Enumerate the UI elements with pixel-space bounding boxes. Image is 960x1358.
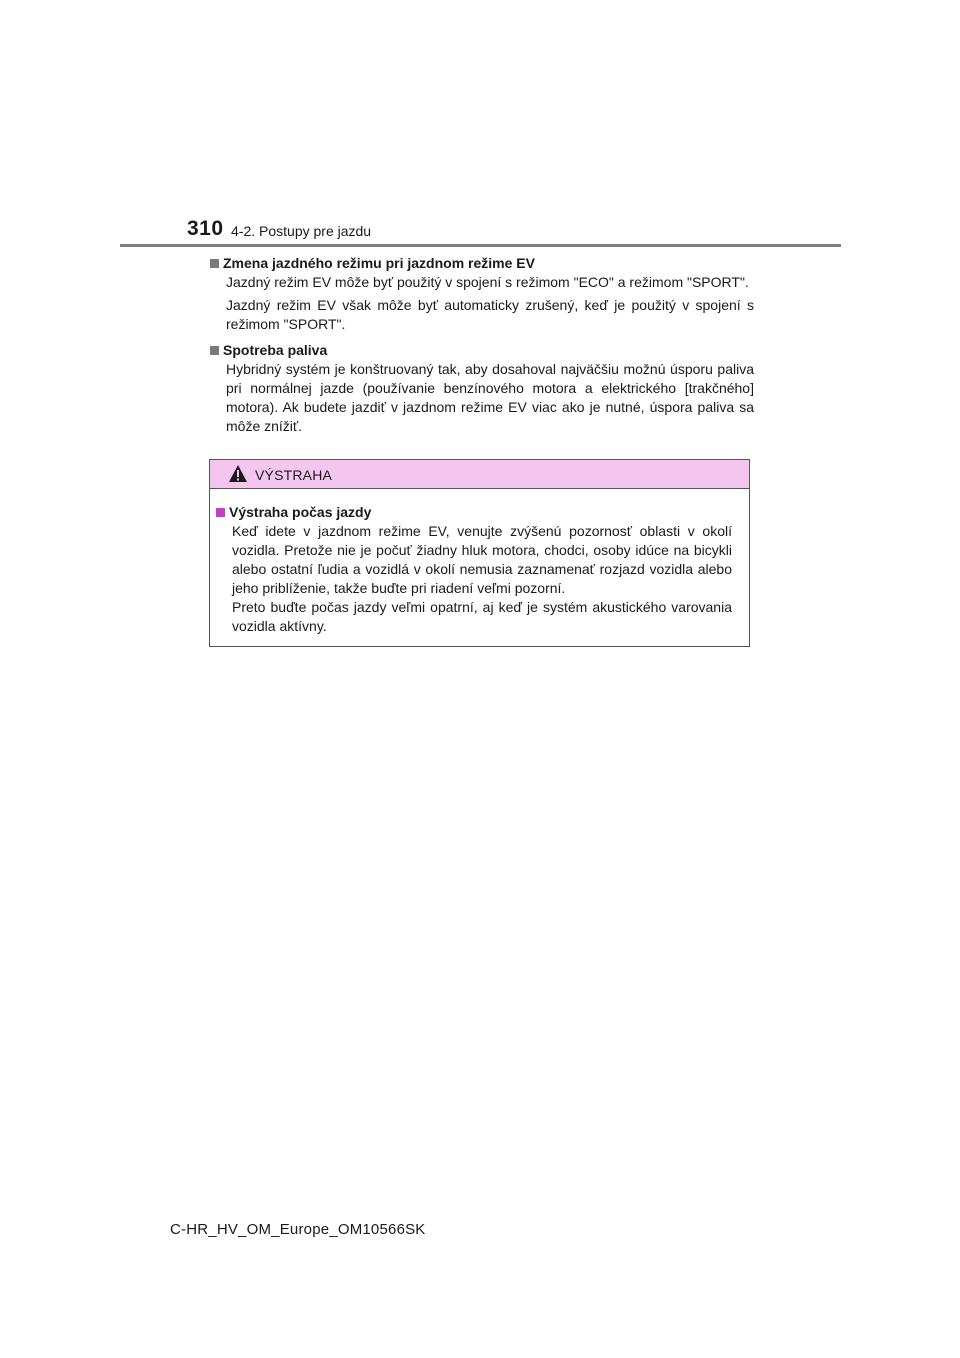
- main-content: [210, 254, 754, 443]
- warning-title: VÝSTRAHA: [255, 467, 333, 483]
- warning-heading-text: Výstraha počas jazdy: [229, 504, 372, 520]
- warning-heading: [216, 503, 728, 522]
- item-heading-text: Spotreba paliva: [223, 342, 328, 358]
- warning-header: [210, 460, 749, 489]
- warning-paragraph: Preto buďte počas jazdy veľmi opatrní, aj keď je systém akustického varovania vozidla aktívny.: [232, 599, 732, 634]
- square-bullet-icon: [216, 508, 225, 517]
- item-paragraph: Jazdný režim EV môže byť použitý v spojení s režimom "ECO" a režimom "SPORT".: [226, 274, 749, 290]
- warning-body: [216, 503, 732, 636]
- page-number: 310: [187, 217, 224, 240]
- square-bullet-icon: [210, 259, 219, 268]
- square-bullet-icon: [210, 346, 219, 355]
- document-code: C-HR_HV_OM_Europe_OM10566SK: [170, 1221, 426, 1238]
- header-rule: [120, 244, 841, 247]
- item-heading: [210, 341, 750, 360]
- item-paragraph: Jazdný režim EV však môže byť automaticky zrušený, keď je použitý v spojení s režimom "SPORT".: [226, 297, 754, 332]
- warning-box: [209, 459, 750, 647]
- section-title: 4-2. Postupy pre jazdu: [231, 223, 372, 239]
- list-item: [210, 254, 754, 334]
- item-heading-text: Zmena jazdného režimu pri jazdnom režime EV: [223, 255, 535, 271]
- item-heading: [210, 254, 750, 273]
- list-item: [210, 341, 754, 436]
- item-paragraph: Hybridný systém je konštruovaný tak, aby dosahoval najväčšiu možnú úsporu paliva pri normálnej jazde (používanie benzínového motora a elektrického [trakčného] motora). Ak budete jazdiť v jazdnom režime EV viac ako je nutné, úspora paliva sa môže znížiť.: [226, 361, 754, 434]
- warning-paragraph: Keď idete v jazdnom režime EV, venujte zvýšenú pozornosť oblasti v okolí vozidla. Pretože nie je počuť žiadny hluk motora, chodci, osoby idúce na bicykli alebo ostatní ľudia a vozidlá v okolí nemusia zaznamenať rozjazd vozidla alebo jeho priblíženie, takže buďte pri riadení veľmi pozorní.: [232, 523, 732, 596]
- warning-triangle-icon: [228, 464, 248, 483]
